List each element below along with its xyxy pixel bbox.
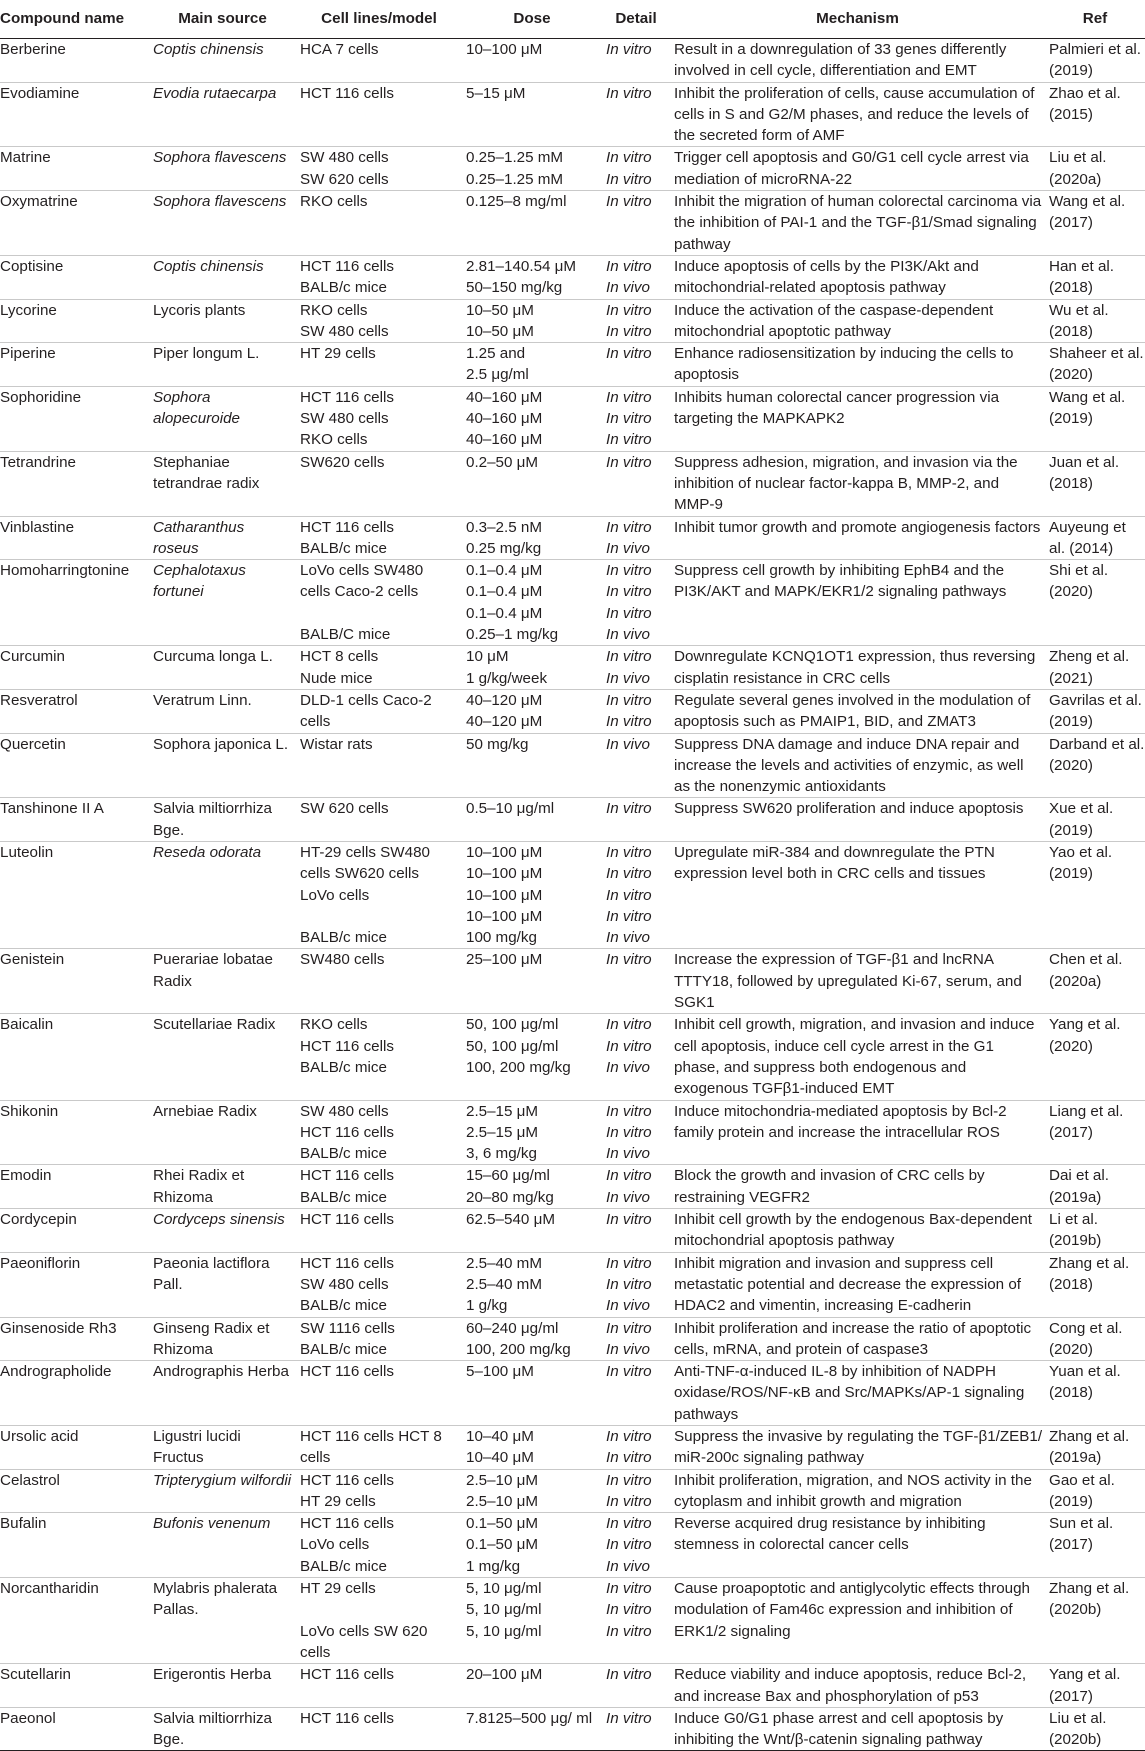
ref-cell: Zheng et al. (2021)	[1045, 646, 1145, 690]
header-dose: Dose	[462, 0, 602, 39]
ref-cell: Wang et al. (2019)	[1045, 386, 1145, 451]
ref-cell: Zhao et al. (2015)	[1045, 82, 1145, 147]
compound-name-cell: Coptisine	[0, 255, 149, 299]
mechanism-cell: Enhance radiosensitization by inducing the cells to apoptosis	[670, 343, 1045, 387]
table-row	[0, 560, 1145, 646]
detail-cell: In vitro	[602, 798, 670, 842]
cell-lines-cell: HCT 8 cells Nude mice	[296, 646, 462, 690]
dose-cell: 2.5–15 μM 2.5–15 μM 3, 6 mg/kg	[462, 1100, 602, 1165]
table-row	[0, 1100, 1145, 1165]
compound-name-cell: Andrographolide	[0, 1361, 149, 1426]
main-source-cell: Veratrum Linn.	[149, 689, 296, 733]
detail-cell: In vitro In vitro In vitro	[602, 386, 670, 451]
compound-name-cell: Luteolin	[0, 841, 149, 948]
header-compound-name: Compound name	[0, 0, 149, 39]
mechanism-cell: Suppress DNA damage and induce DNA repair and increase the levels and activities of enzymic, as well as the nonenzymic antioxidants	[670, 733, 1045, 798]
dose-cell: 5–100 μM	[462, 1361, 602, 1426]
detail-cell: In vitro In vitro In vivo	[602, 1014, 670, 1100]
ref-cell: Darband et al. (2020)	[1045, 733, 1145, 798]
mechanism-cell: Inhibit the proliferation of cells, cause accumulation of cells in S and G2/M phases, and reduce the levels of the secreted form of AMF	[670, 82, 1045, 147]
main-source-cell: Curcuma longa L.	[149, 646, 296, 690]
ref-cell: Gavrilas et al. (2019)	[1045, 689, 1145, 733]
compound-name-cell: Oxymatrine	[0, 191, 149, 256]
ref-cell: Wang et al. (2017)	[1045, 191, 1145, 256]
mechanism-cell: Suppress cell growth by inhibiting EphB4 and the PI3K/AKT and MAPK/EKR1/2 signaling pathways	[670, 560, 1045, 646]
dose-cell: 0.1–0.4 μM 0.1–0.4 μM 0.1–0.4 μM 0.25–1 mg/kg	[462, 560, 602, 646]
ref-cell: Liang et al. (2017)	[1045, 1100, 1145, 1165]
table-row	[0, 451, 1145, 516]
mechanism-cell: Result in a downregulation of 33 genes differently involved in cell cycle, differentiation and EMT	[670, 39, 1045, 83]
dose-cell: 25–100 μM	[462, 949, 602, 1014]
detail-cell: In vitro In vivo	[602, 516, 670, 560]
compound-name-cell: Celastrol	[0, 1469, 149, 1513]
mechanism-cell: Anti-TNF-α-induced IL-8 by inhibition of NADPH oxidase/ROS/NF-κB and Src/MAPKs/AP-1 signaling pathways	[670, 1361, 1045, 1426]
header-cell-lines: Cell lines/model	[296, 0, 462, 39]
main-source-cell: Salvia miltiorrhiza Bge.	[149, 798, 296, 842]
dose-cell: 62.5–540 μM	[462, 1209, 602, 1253]
table-row	[0, 689, 1145, 733]
ref-cell: Yang et al. (2020)	[1045, 1014, 1145, 1100]
main-source-cell: Sophora flavescens	[149, 147, 296, 191]
dose-cell: 0.25–1.25 mM 0.25–1.25 mM	[462, 147, 602, 191]
detail-cell: In vitro	[602, 343, 670, 387]
ref-cell: Yao et al. (2019)	[1045, 841, 1145, 948]
ref-cell: Palmieri et al. (2019)	[1045, 39, 1145, 83]
main-source-cell: Erigerontis Herba	[149, 1664, 296, 1708]
main-source-cell: Catharanthus roseus	[149, 516, 296, 560]
main-source-cell: Ligustri lucidi Fructus	[149, 1426, 296, 1470]
table-row	[0, 1664, 1145, 1708]
dose-cell: 20–100 μM	[462, 1664, 602, 1708]
header-mechanism: Mechanism	[670, 0, 1045, 39]
mechanism-cell: Inhibits human colorectal cancer progression via targeting the MAPKAPK2	[670, 386, 1045, 451]
header-ref: Ref	[1045, 0, 1145, 39]
ref-cell: Dai et al. (2019a)	[1045, 1165, 1145, 1209]
main-source-cell: Arnebiae Radix	[149, 1100, 296, 1165]
ref-cell: Shaheer et al. (2020)	[1045, 343, 1145, 387]
table-row	[0, 1361, 1145, 1426]
dose-cell: 2.81–140.54 μM 50–150 mg/kg	[462, 255, 602, 299]
detail-cell: In vitro In vitro In vitro In vivo	[602, 560, 670, 646]
ref-cell: Liu et al. (2020b)	[1045, 1707, 1145, 1751]
table-row	[0, 798, 1145, 842]
main-source-cell: Cephalotaxus fortunei	[149, 560, 296, 646]
cell-lines-cell: SW 1116 cells BALB/c mice	[296, 1317, 462, 1361]
header-detail: Detail	[602, 0, 670, 39]
compound-name-cell: Vinblastine	[0, 516, 149, 560]
compound-name-cell: Tetrandrine	[0, 451, 149, 516]
cell-lines-cell: HCT 116 cells SW 480 cells BALB/c mice	[296, 1252, 462, 1317]
ref-cell: Zhang et al. (2020b)	[1045, 1578, 1145, 1664]
compound-name-cell: Shikonin	[0, 1100, 149, 1165]
dose-cell: 5, 10 μg/ml 5, 10 μg/ml 5, 10 μg/ml	[462, 1578, 602, 1664]
compound-name-cell: Piperine	[0, 343, 149, 387]
ref-cell: Zhang et al. (2018)	[1045, 1252, 1145, 1317]
main-source-cell: Paeonia lactiflora Pall.	[149, 1252, 296, 1317]
dose-cell: 10 μM 1 g/kg/week	[462, 646, 602, 690]
compound-name-cell: Genistein	[0, 949, 149, 1014]
cell-lines-cell: HCT 116 cells BALB/c mice	[296, 516, 462, 560]
dose-cell: 60–240 μg/ml 100, 200 mg/kg	[462, 1317, 602, 1361]
mechanism-cell: Increase the expression of TGF-β1 and lncRNA TTTY18, followed by upregulated Ki-67, serum, and SGK1	[670, 949, 1045, 1014]
detail-cell: In vitro In vitro	[602, 299, 670, 343]
cell-lines-cell: SW 620 cells	[296, 798, 462, 842]
compound-name-cell: Matrine	[0, 147, 149, 191]
table-row	[0, 516, 1145, 560]
mechanism-cell: Inhibit the migration of human colorectal carcinoma via the inhibition of PAI-1 and the TGF-β1/Smad signaling pathway	[670, 191, 1045, 256]
mechanism-cell: Inhibit proliferation, migration, and NOS activity in the cytoplasm and inhibit growth and migration	[670, 1469, 1045, 1513]
table-row	[0, 1014, 1145, 1100]
cell-lines-cell: HCT 116 cells	[296, 82, 462, 147]
main-source-cell: Bufonis venenum	[149, 1513, 296, 1578]
ref-cell: Xue et al. (2019)	[1045, 798, 1145, 842]
ref-cell: Li et al. (2019b)	[1045, 1209, 1145, 1253]
detail-cell: In vitro In vitro	[602, 147, 670, 191]
cell-lines-cell: RKO cells SW 480 cells	[296, 299, 462, 343]
ref-cell: Cong et al. (2020)	[1045, 1317, 1145, 1361]
main-source-cell: Andrographis Herba	[149, 1361, 296, 1426]
main-source-cell: Cordyceps sinensis	[149, 1209, 296, 1253]
compound-name-cell: Baicalin	[0, 1014, 149, 1100]
main-source-cell: Sophora japonica L.	[149, 733, 296, 798]
dose-cell: 10–50 μM 10–50 μM	[462, 299, 602, 343]
compound-name-cell: Tanshinone II A	[0, 798, 149, 842]
compound-name-cell: Berberine	[0, 39, 149, 83]
table-row	[0, 1209, 1145, 1253]
mechanism-cell: Downregulate KCNQ1OT1 expression, thus reversing cisplatin resistance in CRC cells	[670, 646, 1045, 690]
detail-cell: In vitro In vitro	[602, 1426, 670, 1470]
ref-cell: Zhang et al. (2019a)	[1045, 1426, 1145, 1470]
table-row	[0, 733, 1145, 798]
ref-cell: Juan et al. (2018)	[1045, 451, 1145, 516]
ref-cell: Liu et al. (2020a)	[1045, 147, 1145, 191]
main-source-cell: Coptis chinensis	[149, 39, 296, 83]
table-row	[0, 1317, 1145, 1361]
dose-cell: 7.8125–500 μg/ ml	[462, 1707, 602, 1751]
cell-lines-cell: SW480 cells	[296, 949, 462, 1014]
table-row	[0, 646, 1145, 690]
detail-cell: In vitro	[602, 82, 670, 147]
compound-name-cell: Emodin	[0, 1165, 149, 1209]
table-row	[0, 1252, 1145, 1317]
compound-name-cell: Quercetin	[0, 733, 149, 798]
dose-cell: 40–120 μM 40–120 μM	[462, 689, 602, 733]
header-main-source: Main source	[149, 0, 296, 39]
table-row	[0, 82, 1145, 147]
mechanism-cell: Suppress the invasive by regulating the TGF-β1/ZEB1/ miR-200c signaling pathway	[670, 1426, 1045, 1470]
compound-name-cell: Paeonol	[0, 1707, 149, 1751]
detail-cell: In vitro	[602, 451, 670, 516]
cell-lines-cell: HCT 116 cells LoVo cells BALB/c mice	[296, 1513, 462, 1578]
main-source-cell: Coptis chinensis	[149, 255, 296, 299]
detail-cell: In vitro	[602, 39, 670, 83]
compound-name-cell: Curcumin	[0, 646, 149, 690]
ref-cell: Shi et al. (2020)	[1045, 560, 1145, 646]
cell-lines-cell: HCT 116 cells SW 480 cells RKO cells	[296, 386, 462, 451]
table-row	[0, 1165, 1145, 1209]
ref-cell: Yang et al. (2017)	[1045, 1664, 1145, 1708]
ref-cell: Auyeung et al. (2014)	[1045, 516, 1145, 560]
cell-lines-cell: HCT 116 cells HCT 8 cells	[296, 1426, 462, 1470]
mechanism-cell: Inhibit tumor growth and promote angiogenesis factors	[670, 516, 1045, 560]
detail-cell: In vitro In vivo	[602, 646, 670, 690]
ref-cell: Gao et al. (2019)	[1045, 1469, 1145, 1513]
table-row	[0, 343, 1145, 387]
table-row	[0, 1426, 1145, 1470]
compound-name-cell: Ursolic acid	[0, 1426, 149, 1470]
dose-cell: 2.5–10 μM 2.5–10 μM	[462, 1469, 602, 1513]
main-source-cell: Lycoris plants	[149, 299, 296, 343]
dose-cell: 10–40 μM 10–40 μM	[462, 1426, 602, 1470]
detail-cell: In vitro	[602, 949, 670, 1014]
dose-cell: 10–100 μM	[462, 39, 602, 83]
detail-cell: In vitro In vitro In vivo	[602, 1100, 670, 1165]
mechanism-cell: Induce apoptosis of cells by the PI3K/Akt and mitochondrial-related apoptosis pathway	[670, 255, 1045, 299]
dose-cell: 50 mg/kg	[462, 733, 602, 798]
main-source-cell: Salvia miltiorrhiza Bge.	[149, 1707, 296, 1751]
main-source-cell: Piper longum L.	[149, 343, 296, 387]
compound-name-cell: Bufalin	[0, 1513, 149, 1578]
mechanism-cell: Trigger cell apoptosis and G0/G1 cell cycle arrest via mediation of microRNA-22	[670, 147, 1045, 191]
detail-cell: In vitro In vitro In vivo	[602, 1513, 670, 1578]
detail-cell: In vitro In vitro In vitro	[602, 1578, 670, 1664]
compound-name-cell: Resveratrol	[0, 689, 149, 733]
dose-cell: 0.5–10 μg/ml	[462, 798, 602, 842]
dose-cell: 10–100 μM 10–100 μM 10–100 μM 10–100 μM 100 mg/kg	[462, 841, 602, 948]
cell-lines-cell: HT-29 cells SW480 cells SW620 cells LoVo cells BALB/c mice	[296, 841, 462, 948]
header-row	[0, 0, 1145, 39]
dose-cell: 2.5–40 mM 2.5–40 mM 1 g/kg	[462, 1252, 602, 1317]
dose-cell: 50, 100 μg/ml 50, 100 μg/ml 100, 200 mg/kg	[462, 1014, 602, 1100]
cell-lines-cell: HT 29 cells LoVo cells SW 620 cells	[296, 1578, 462, 1664]
cell-lines-cell: RKO cells HCT 116 cells BALB/c mice	[296, 1014, 462, 1100]
ref-cell: Yuan et al. (2018)	[1045, 1361, 1145, 1426]
dose-cell: 40–160 μM 40–160 μM 40–160 μM	[462, 386, 602, 451]
table-row	[0, 841, 1145, 948]
dose-cell: 15–60 μg/ml 20–80 mg/kg	[462, 1165, 602, 1209]
compound-name-cell: Paeoniflorin	[0, 1252, 149, 1317]
cell-lines-cell: HCT 116 cells HT 29 cells	[296, 1469, 462, 1513]
detail-cell: In vitro In vitro In vitro In vitro In vivo	[602, 841, 670, 948]
table-row	[0, 299, 1145, 343]
compound-name-cell: Sophoridine	[0, 386, 149, 451]
table-row	[0, 1469, 1145, 1513]
detail-cell: In vitro In vivo	[602, 255, 670, 299]
main-source-cell: Stephaniae tetrandrae radix	[149, 451, 296, 516]
mechanism-cell: Suppress SW620 proliferation and induce apoptosis	[670, 798, 1045, 842]
cell-lines-cell: SW620 cells	[296, 451, 462, 516]
main-source-cell: Reseda odorata	[149, 841, 296, 948]
mechanism-cell: Block the growth and invasion of CRC cells by restraining VEGFR2	[670, 1165, 1045, 1209]
cell-lines-cell: SW 480 cells SW 620 cells	[296, 147, 462, 191]
mechanism-cell: Inhibit migration and invasion and suppress cell metastatic potential and decrease the expression of HDAC2 and vimentin, increasing E-cadherin	[670, 1252, 1045, 1317]
table-row	[0, 39, 1145, 83]
main-source-cell: Tripterygium wilfordii	[149, 1469, 296, 1513]
compound-name-cell: Norcantharidin	[0, 1578, 149, 1664]
compound-name-cell: Ginsenoside Rh3	[0, 1317, 149, 1361]
mechanism-cell: Reduce viability and induce apoptosis, reduce Bcl-2, and increase Bax and phosphorylation of p53	[670, 1664, 1045, 1708]
dose-cell: 0.3–2.5 nM 0.25 mg/kg	[462, 516, 602, 560]
cell-lines-cell: HCT 116 cells	[296, 1209, 462, 1253]
mechanism-cell: Induce G0/G1 phase arrest and cell apoptosis by inhibiting the Wnt/β-catenin signaling pathway	[670, 1707, 1045, 1751]
main-source-cell: Ginseng Radix et Rhizoma	[149, 1317, 296, 1361]
table-row	[0, 1707, 1145, 1751]
mechanism-cell: Suppress adhesion, migration, and invasion via the inhibition of nuclear factor-kappa B, MMP-2, and MMP-9	[670, 451, 1045, 516]
detail-cell: In vitro	[602, 191, 670, 256]
cell-lines-cell: HCT 116 cells BALB/c mice	[296, 1165, 462, 1209]
detail-cell: In vitro In vivo	[602, 1317, 670, 1361]
table-header	[0, 0, 1145, 39]
cell-lines-cell: HCT 116 cells BALB/c mice	[296, 255, 462, 299]
cell-lines-cell: HT 29 cells	[296, 343, 462, 387]
mechanism-cell: Inhibit cell growth, migration, and invasion and induce cell apoptosis, induce cell cycle arrest in the G1 phase, and suppress both endogenous and exogenous TGFβ1-induced EMT	[670, 1014, 1045, 1100]
main-source-cell: Rhei Radix et Rhizoma	[149, 1165, 296, 1209]
cell-lines-cell: SW 480 cells HCT 116 cells BALB/c mice	[296, 1100, 462, 1165]
cell-lines-cell: DLD-1 cells Caco-2 cells	[296, 689, 462, 733]
cell-lines-cell: HCT 116 cells	[296, 1707, 462, 1751]
detail-cell: In vitro In vitro	[602, 1469, 670, 1513]
table-row	[0, 1578, 1145, 1664]
main-source-cell: Sophora flavescens	[149, 191, 296, 256]
main-source-cell: Sophora alopecuroide	[149, 386, 296, 451]
ref-cell: Wu et al. (2018)	[1045, 299, 1145, 343]
detail-cell: In vitro In vivo	[602, 1165, 670, 1209]
detail-cell: In vivo	[602, 733, 670, 798]
cell-lines-cell: HCT 116 cells	[296, 1361, 462, 1426]
table-row	[0, 191, 1145, 256]
dose-cell: 1.25 and 2.5 μg/ml	[462, 343, 602, 387]
detail-cell: In vitro In vitro	[602, 689, 670, 733]
ref-cell: Sun et al. (2017)	[1045, 1513, 1145, 1578]
cell-lines-cell: RKO cells	[296, 191, 462, 256]
cell-lines-cell: LoVo cells SW480 cells Caco-2 cells BALB/C mice	[296, 560, 462, 646]
dose-cell: 5–15 μM	[462, 82, 602, 147]
mechanism-cell: Regulate several genes involved in the modulation of apoptosis such as PMAIP1, BID, and ZMAT3	[670, 689, 1045, 733]
table-row	[0, 147, 1145, 191]
cell-lines-cell: HCT 116 cells	[296, 1664, 462, 1708]
detail-cell: In vitro	[602, 1707, 670, 1751]
main-source-cell: Evodia rutaecarpa	[149, 82, 296, 147]
compound-name-cell: Homoharringtonine	[0, 560, 149, 646]
table-row	[0, 255, 1145, 299]
detail-cell: In vitro In vitro In vivo	[602, 1252, 670, 1317]
ref-cell: Han et al. (2018)	[1045, 255, 1145, 299]
dose-cell: 0.2–50 μM	[462, 451, 602, 516]
compound-name-cell: Scutellarin	[0, 1664, 149, 1708]
ref-cell: Chen et al. (2020a)	[1045, 949, 1145, 1014]
mechanism-cell: Inhibit cell growth by the endogenous Bax-dependent mitochondrial apoptosis pathway	[670, 1209, 1045, 1253]
detail-cell: In vitro	[602, 1361, 670, 1426]
cell-lines-cell: HCA 7 cells	[296, 39, 462, 83]
dose-cell: 0.125–8 mg/ml	[462, 191, 602, 256]
compound-name-cell: Lycorine	[0, 299, 149, 343]
detail-cell: In vitro	[602, 1209, 670, 1253]
mechanism-cell: Induce mitochondria-mediated apoptosis by Bcl-2 family protein and increase the intracellular ROS	[670, 1100, 1045, 1165]
dose-cell: 0.1–50 μM 0.1–50 μM 1 mg/kg	[462, 1513, 602, 1578]
cell-lines-cell: Wistar rats	[296, 733, 462, 798]
mechanism-cell: Cause proapoptotic and antiglycolytic effects through modulation of Fam46c expression and inhibition of ERK1/2 signaling	[670, 1578, 1045, 1664]
mechanism-cell: Reverse acquired drug resistance by inhibiting stemness in colorectal cancer cells	[670, 1513, 1045, 1578]
mechanism-cell: Upregulate miR-384 and downregulate the PTN expression level both in CRC cells and tissues	[670, 841, 1045, 948]
compound-name-cell: Evodiamine	[0, 82, 149, 147]
compound-name-cell: Cordycepin	[0, 1209, 149, 1253]
main-source-cell: Scutellariae Radix	[149, 1014, 296, 1100]
mechanism-cell: Inhibit proliferation and increase the ratio of apoptotic cells, mRNA, and protein of caspase3	[670, 1317, 1045, 1361]
table-body	[0, 39, 1145, 1751]
main-source-cell: Mylabris phalerata Pallas.	[149, 1578, 296, 1664]
table-row	[0, 949, 1145, 1014]
table-row	[0, 386, 1145, 451]
main-source-cell: Puerariae lobatae Radix	[149, 949, 296, 1014]
detail-cell: In vitro	[602, 1664, 670, 1708]
table-row	[0, 1513, 1145, 1578]
mechanism-cell: Induce the activation of the caspase-dependent mitochondrial apoptotic pathway	[670, 299, 1045, 343]
